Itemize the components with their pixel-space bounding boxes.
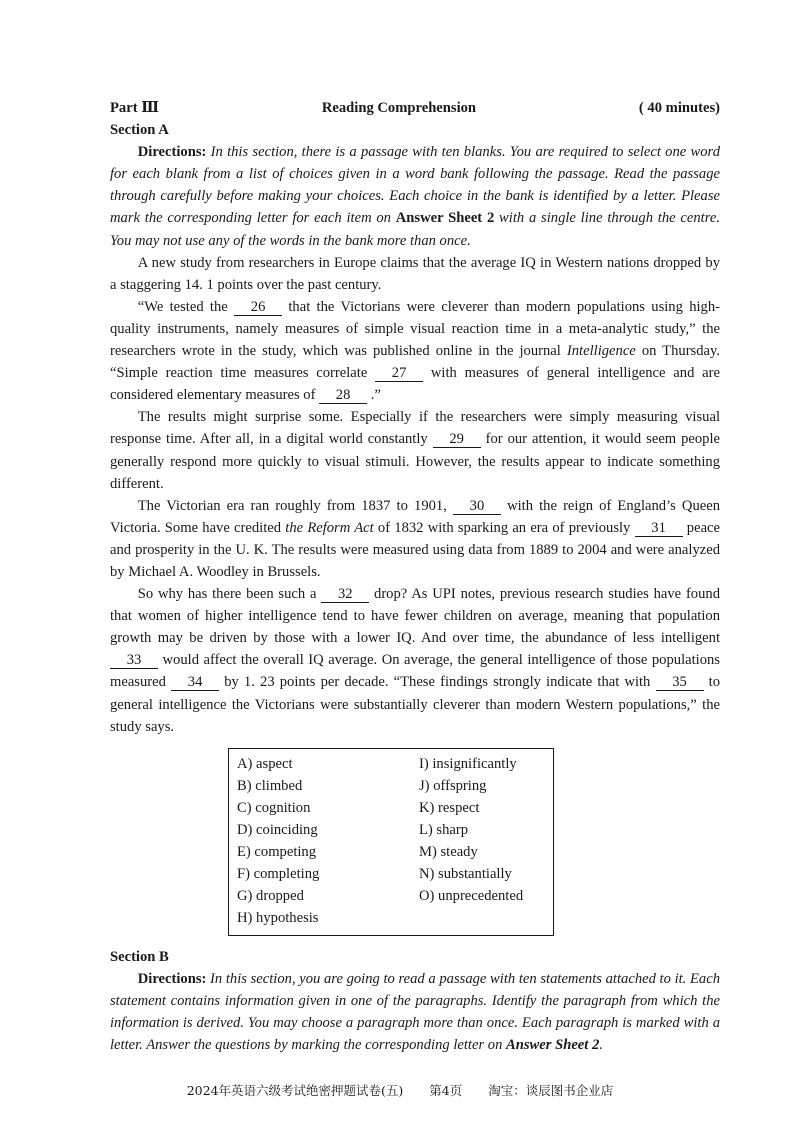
- blank-30: 30: [453, 498, 501, 515]
- footer-shop: 淘宝：谈辰图书企业店: [488, 1083, 614, 1098]
- answer-sheet-ref: Answer Sheet 2: [506, 1037, 600, 1054]
- page-footer: [0, 1081, 800, 1099]
- word-bank-option: B) climbed: [237, 777, 303, 794]
- passage-text: peace and prosperity in the U. K. The results were measured using data from 1889 to 2004 and were analyzed by Michael A. Woodley in Brussels.: [110, 519, 721, 580]
- blank-34: 34: [171, 674, 219, 691]
- passage-text: with measures of general intelligence and are considered elementary measures of: [110, 365, 720, 404]
- passage-text: The results might surprise some. Especially if the researchers were simply measuring visual response time. After all, in a digital world constantly: [110, 409, 720, 448]
- passage-text: “We tested the: [137, 298, 235, 315]
- directions-text: In this section, there is a passage with ten blanks. You are required to select one word for each blank from a list of choices given in a word bank following the passage. Read the passage through carefully before making your choices. Each choice in the bank is identified by a letter. Please mark the corresponding letter for each item on: [110, 144, 720, 227]
- part-title: Reading Comprehension: [321, 100, 477, 116]
- passage-text: The Victorian era ran roughly from 1837 to 1901,: [137, 497, 453, 514]
- word-bank: [228, 748, 554, 936]
- word-bank-option: G) dropped: [237, 887, 304, 904]
- passage-text: for our attention, it would seem people generally respond more quickly to visual stimuli. However, the results appear to indicate something different.: [110, 431, 721, 492]
- word-bank-option: J) offspring: [419, 777, 487, 794]
- section-b-title: Section B: [110, 948, 169, 965]
- passage-text: So why has there been such a: [137, 586, 322, 603]
- word-bank-option: N) substantially: [419, 865, 512, 882]
- word-bank-option: A) aspect: [237, 755, 293, 772]
- passage-text: on Thursday. “Simple reaction time measures correlate: [110, 343, 720, 382]
- passage-text: A new study from researchers in Europe claims that the average IQ in Western nations dropped by a staggering 14. 1 points over the past century.: [110, 254, 720, 293]
- part-number: Part Ⅲ: [110, 100, 159, 116]
- time-limit: ( 40 minutes): [638, 100, 720, 116]
- passage-paragraph: [110, 252, 720, 296]
- passage-paragraph: [110, 296, 720, 406]
- passage-text: that the Victorians were cleverer than modern populations using high-quality instruments, namely measures of simple visual reaction time in a meta-analytic study,” the researchers wrote in the study, which was published online in the journal: [110, 298, 721, 360]
- passage-text: would affect the overall IQ average. On average, the general intelligence of those populations measured: [110, 652, 720, 691]
- passage: [110, 252, 720, 738]
- word-bank-option: I) insignificantly: [419, 755, 517, 772]
- blank-31: 31: [635, 520, 683, 537]
- section-b-directions: [110, 968, 720, 1056]
- word-bank-option: D) coinciding: [237, 821, 318, 838]
- blank-33: 33: [110, 652, 158, 669]
- passage-paragraph: [110, 495, 720, 583]
- passage-text: drop? As UPI notes, previous research studies have found that women of higher intelligence tend to have fewer children on average, meaning that population growth may be driven by those with a lower IQ. And over time, the abundance of less intelligent: [110, 586, 720, 647]
- word-bank-option: K) respect: [419, 799, 480, 816]
- word-bank-option: E) competing: [237, 843, 317, 860]
- passage-text: to general intelligence the Victorians were substantially cleverer than modern Western populations,” the study says.: [110, 674, 720, 735]
- word-bank-option: C) cognition: [237, 799, 311, 816]
- italic-title: Intelligence: [566, 343, 636, 360]
- blank-32: 32: [321, 586, 369, 603]
- passage-text: .”: [367, 387, 381, 404]
- word-bank-option: H) hypothesis: [237, 909, 319, 926]
- passage-text: of 1832 with sparking an era of previously: [373, 519, 635, 536]
- directions-text: with a single line through the centre. You may not use any of the words in the bank more than once.: [110, 210, 720, 249]
- section-a-title: Section A: [110, 122, 169, 139]
- passage-text: with the reign of England’s Queen Victoria. Some have credited: [110, 497, 720, 536]
- blank-35: 35: [656, 674, 704, 691]
- blank-28: 28: [319, 387, 367, 404]
- word-bank-option: O) unprecedented: [419, 887, 524, 904]
- passage-paragraph: [110, 583, 720, 738]
- footer-page: 第4页: [429, 1083, 463, 1098]
- italic-title: the Reform Act: [285, 519, 374, 536]
- part-header: [110, 97, 720, 119]
- passage-text: by 1. 23 points per decade. “These findings strongly indicate that with: [219, 674, 656, 691]
- word-bank-option: M) steady: [419, 843, 478, 860]
- directions-label: Directions:: [137, 144, 207, 161]
- blank-26: 26: [234, 299, 282, 316]
- directions-text: In this section, you are going to read a passage with ten statements attached to it. Each statement contains information given in one of the paragraphs. Identify the paragraph from which the information is derived. You may choose a paragraph more than once. Each paragraph is marked with a letter. Answer the questions by marking the corresponding letter on: [110, 970, 720, 1054]
- passage-paragraph: [110, 406, 720, 494]
- word-bank-option: F) completing: [237, 865, 320, 882]
- directions-text: .: [599, 1037, 603, 1054]
- section-a-directions: [110, 141, 720, 251]
- blank-29: 29: [433, 431, 481, 448]
- exam-page: [110, 97, 720, 1056]
- answer-sheet-ref: Answer Sheet 2: [395, 210, 495, 227]
- word-bank-option: L) sharp: [419, 821, 469, 838]
- footer-title: 2024年英语六级考试绝密押题试卷(五): [186, 1083, 404, 1098]
- directions-label: Directions:: [137, 970, 207, 987]
- blank-27: 27: [375, 365, 423, 382]
